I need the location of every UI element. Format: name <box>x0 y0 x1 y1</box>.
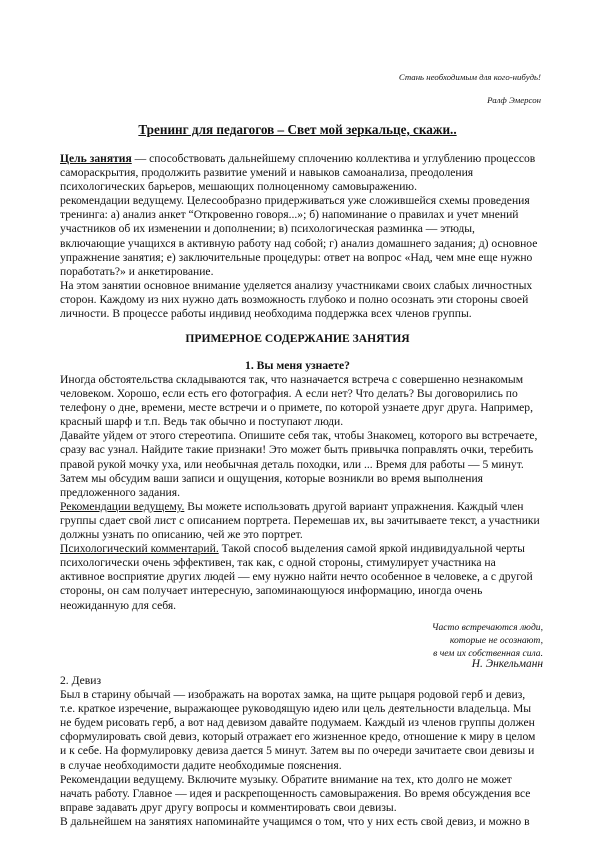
quote2-author: Н. Энкельманн <box>471 658 543 670</box>
goal-paragraph <box>60 152 540 194</box>
section1-recommendation <box>60 500 540 542</box>
quote2-line2: которые не осознают, <box>449 635 543 646</box>
rec-label: Рекомендации ведущему. <box>60 499 185 513</box>
section2-heading: 2. Девиз <box>60 674 102 687</box>
recommendation-paragraph: рекомендации ведущему. Целесообразно придерживаться уже сложившейся схемы проведения тренинга: а) анализ анкет “Откровенно говоря...»; б) напоминание о правилах и учет мнений участников об их изменении и дополнении; в) психологическая разминка — этюды, включающие учащихся в активную работу над собой; г) анализ домашнего задания; д) основное упражнение занятия; е) заключительные процедуры: ответ на вопрос «Над, чем мне еще нужно поработать?» и анкетирование. <box>60 194 538 278</box>
section2-block <box>60 674 540 829</box>
section2-paragraph-3: В дальнейшем на занятиях напоминайте учащимся о том, что у них есть свой девиз, и можно в <box>60 814 530 828</box>
rec-text: Вы можете использовать другой вариант упражнения. Каждый член группы сдает свой лист с описанием портрета. Перемешав их, вы зачитываете текст, а участники должны узнать по описанию, чей же это портрет. <box>60 499 540 542</box>
section2-paragraph-2: Рекомендации ведущему. Включите музыку. Обратите внимание на тех, кто долго не может начать работу. Главное — идея и раскрепощенность самовыражения. Во время обсуждения все вправе задавать друг другу вопросы и комментировать свои девизы. <box>60 772 531 814</box>
section1-paragraph-2: Давайте уйдем от этого стереотипа. Опишите себя так, чтобы Знакомец, которого вы встречаете, сразу вас узнал. Найдите такие признаки! Это может быть привычка поправлять очки, теребить правой рукой мочку уха, или необычная деталь походки, или ... Время для работы — 5 минут. Затем мы обсудим ваши записи и ощущения, которые возникли во время выполнения предложенного задания. <box>60 429 538 499</box>
content-heading: ПРИМЕРНОЕ СОДЕРЖАНИЕ ЗАНЯТИЯ <box>185 332 410 345</box>
section1-paragraph-1: Иногда обстоятельства складываются так, что назначается встреча с совершенно незнакомым человеком. Хорошо, если есть его фотография. А если нет? Что делать? Вы договорились по телефону о дне, времени, месте встречи и о примете, по которой узнаете друг друга. Например, красный шарф и т.п. Ведь так обычно и поступают люди. <box>60 373 533 429</box>
section2-paragraph-1: Был в старину обычай — изображать на воротах замка, на щите рыцаря родовой герб и девиз, т.е. краткое изречение, выражающее руководящую идею или цель деятельности владельца. Мы не будем рисовать герб, а вот над девизом давайте подумаем. Каждый из членов группы должен сформулировать свой девиз, который отражает его жизненное кредо, отношение к миру в целом и к себе. На формулировку девиза дается 5 минут. Затем вы по очереди зачитаете свои девизы и в случае необходимости дадите необходимые пояснения. <box>60 688 536 772</box>
quote2-line1: Часто встречаются люди, <box>431 622 543 633</box>
psy-text: Такой способ выделения самой яркой индивидуальной черты психологически очень эффективен, так как, с одной стороны, стимулирует участника на активное восприятие других людей — ему нужно найти нечто особенное в человеке, а с другой стороны, он сам получает интересную, запоминающуюся информацию, иногда очень неожиданную для себя. <box>60 542 533 612</box>
section1-heading: 1. Вы меня узнаете? <box>245 359 350 372</box>
epigraph-quote: Стань необходимым для кого-нибудь! <box>398 72 541 82</box>
focus-paragraph: На этом занятии основное внимание уделяется анализу участниками своих слабых личностных сторон. Каждому из них нужно дать возможность глубоко и полно осознать эти стороны своей личности. В процессе работы индивид необходима поддержка всех членов группы. <box>60 278 533 321</box>
goal-label: Цель занятия <box>60 152 132 165</box>
epigraph-author: Ралф Эмерсон <box>487 95 541 105</box>
section1-block <box>60 373 540 613</box>
quote2-line3: в чем их собственная сила. <box>433 648 543 659</box>
psy-label: Психологический комментарий. <box>60 542 219 556</box>
section1-psy-comment <box>60 542 540 612</box>
goal-text: — способствовать дальнейшему сплочению коллектива и углублению процессов самораскрытия, продолжить развитие умений и навыков самоанализа, преодоления психологических барьеров, мешающих полноценному самовыражению. <box>60 152 536 194</box>
intro-block <box>60 152 540 321</box>
document-title: Тренинг для педагогов – Свет мой зеркальце, скажи.. <box>138 122 457 137</box>
